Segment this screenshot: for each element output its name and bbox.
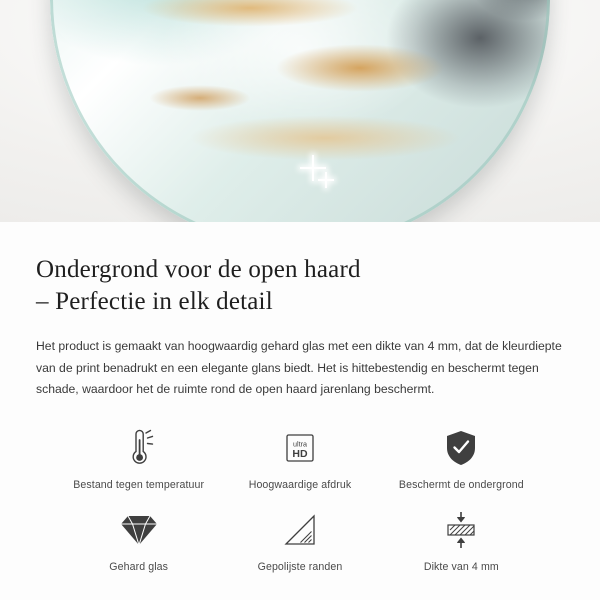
feature-label: Bestand tegen temperatuur [73, 479, 205, 492]
feature-label: Gepolijste randen [257, 561, 343, 574]
svg-text:ultra: ultra [292, 439, 307, 449]
feature-label: Beschermt de ondergrond [398, 479, 524, 492]
feature-label: Dikte van 4 mm [423, 561, 499, 574]
feature-item [219, 509, 380, 573]
diamond-icon [118, 509, 160, 551]
feature-item [219, 427, 380, 491]
ultra-hd-icon [280, 427, 320, 469]
description-paragraph: Het product is gemaakt van hoogwaardig gehard glas met een dikte van 4 mm, dat de kleurdiepte van de print benadrukt en een elegante glans biedt. Het is hittebestendig en beschermt tegen schade, waardoor het de ruimte rond de open haard jarenlang beschermt. [36, 339, 562, 397]
hero-image [0, 0, 600, 222]
thermometer-icon [122, 427, 156, 469]
thickness-4mm-icon [441, 509, 481, 551]
headline-line-2: – Perfectie in elk detail [36, 288, 273, 315]
content-block [0, 222, 600, 573]
page-title [36, 254, 564, 318]
feature-item [381, 509, 542, 573]
polished-edges-icon [280, 509, 320, 551]
feature-label: Hoogwaardige afdruk [248, 479, 352, 492]
shield-check-icon [442, 427, 480, 469]
headline-line-1: Ondergrond voor de open haard [36, 256, 361, 283]
feature-grid [36, 427, 564, 573]
feature-item [381, 427, 542, 491]
feature-item [58, 509, 219, 573]
svg-text:HD: HD [292, 448, 308, 461]
feature-label: Gehard glas [109, 561, 169, 574]
feature-item [58, 427, 219, 491]
